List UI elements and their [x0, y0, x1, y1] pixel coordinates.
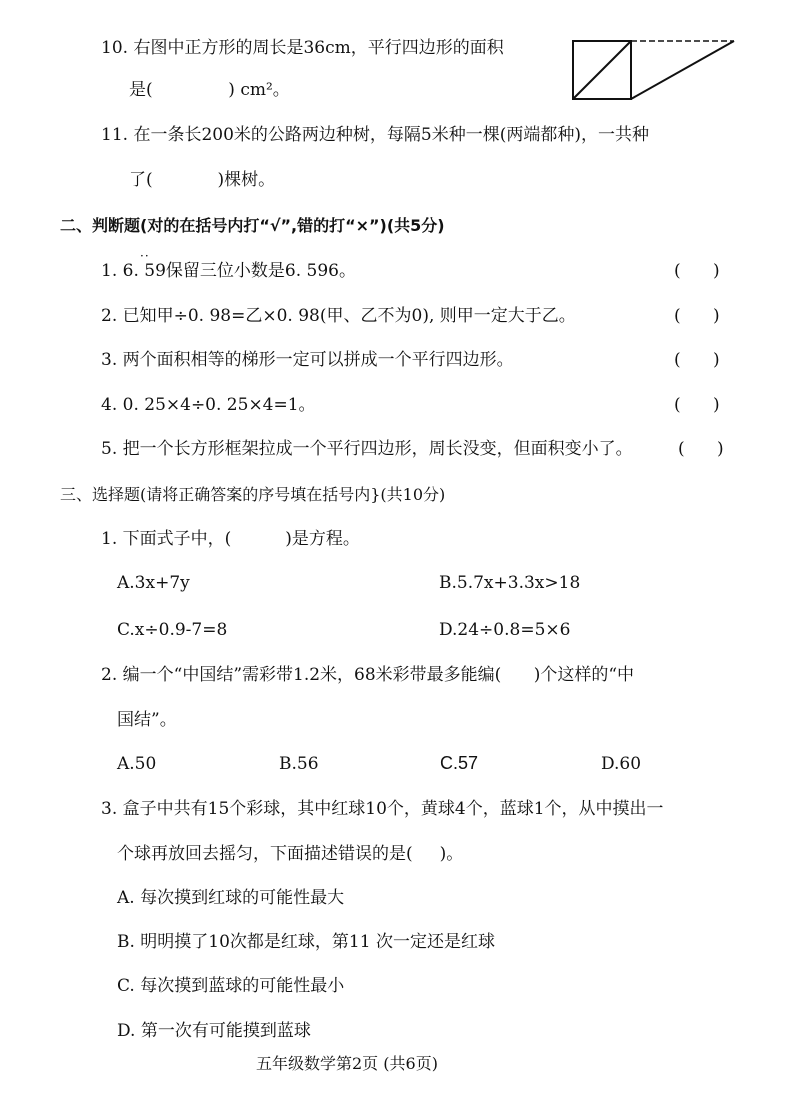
tf-item-4: 4. 0. 25×4÷0. 25×4=1。	[101, 395, 316, 415]
mc-q1-option-a[interactable]: A.3x+7y	[117, 573, 190, 593]
mc-q1-option-b[interactable]: B.5.7x+3.3x>18	[439, 573, 581, 593]
mc-q3-option-a[interactable]: A. 每次摸到红球的可能性最大	[117, 888, 345, 908]
q11-line2: 了( )棵树。	[129, 170, 276, 190]
square-parallelogram-figure	[568, 36, 738, 106]
q10-line1: 10. 右图中正方形的周长是36cm，平行四边形的面积	[101, 38, 504, 58]
mc-q2-option-b[interactable]: B.56	[279, 754, 319, 774]
repeating-decimal-dots: ··	[140, 249, 150, 263]
section3-heading: 三、选择题(请将正确答案的序号填在括号内}(共10分)	[60, 485, 446, 504]
mc-q3-option-c[interactable]: C. 每次摸到蓝球的可能性最小	[117, 976, 345, 996]
mc-q1-option-c[interactable]: C.x÷0.9-7=8	[117, 620, 228, 640]
q11-line1: 11. 在一条长200米的公路两边种树，每隔5米种一棵(两端都种)，一共种	[101, 125, 649, 145]
mc-q1-stem: 1. 下面式子中，( )是方程。	[101, 529, 360, 549]
mc-q2-option-c[interactable]: C.57	[440, 753, 479, 773]
tf-item-5: 5. 把一个长方形框架拉成一个平行四边形，周长没变，但面积变小了。	[101, 439, 633, 459]
section2-heading: 二、判断题(对的在括号内打“√”,错的打“×”)(共5分)	[60, 216, 445, 235]
tf-item-3: 3. 两个面积相等的梯形一定可以拼成一个平行四边形。	[101, 350, 514, 370]
page-footer: 五年级数学第2页 (共6页)	[256, 1054, 438, 1073]
mc-q3-option-d[interactable]: D. 第一次有可能摸到蓝球	[117, 1021, 311, 1041]
tf-answer-5[interactable]: ( )	[678, 439, 724, 459]
mc-q3-stem-line1: 3. 盒子中共有15个彩球，其中红球10个，黄球4个，蓝球1个，从中摸出一	[101, 799, 664, 819]
mc-q2-stem-line2: 国结”。	[117, 710, 177, 730]
mc-q3-stem-line2: 个球再放回去摇匀，下面描述错误的是( )。	[117, 844, 464, 864]
mc-q2-option-d[interactable]: D.60	[601, 754, 642, 774]
tf-answer-2[interactable]: ( )	[674, 306, 720, 326]
tf-item-2: 2. 已知甲÷0. 98=乙×0. 98(甲、乙不为0), 则甲一定大于乙。	[101, 306, 576, 326]
tf-answer-1[interactable]: ( )	[674, 261, 720, 281]
mc-q2-stem-line1: 2. 编一个“中国结”需彩带1.2米，68米彩带最多能编( )个这样的“中	[101, 665, 635, 685]
mc-q2-option-a[interactable]: A.50	[117, 754, 157, 774]
q10-line2: 是( ) cm²。	[129, 80, 290, 100]
mc-q1-option-d[interactable]: D.24÷0.8=5×6	[439, 620, 571, 640]
tf-answer-4[interactable]: ( )	[674, 395, 720, 415]
tf-item-1: 1. 6. 59保留三位小数是6. 596。	[101, 261, 356, 281]
tf-answer-3[interactable]: ( )	[674, 350, 720, 370]
mc-q3-option-b[interactable]: B. 明明摸了10次都是红球，第11 次一定还是红球	[117, 932, 495, 952]
